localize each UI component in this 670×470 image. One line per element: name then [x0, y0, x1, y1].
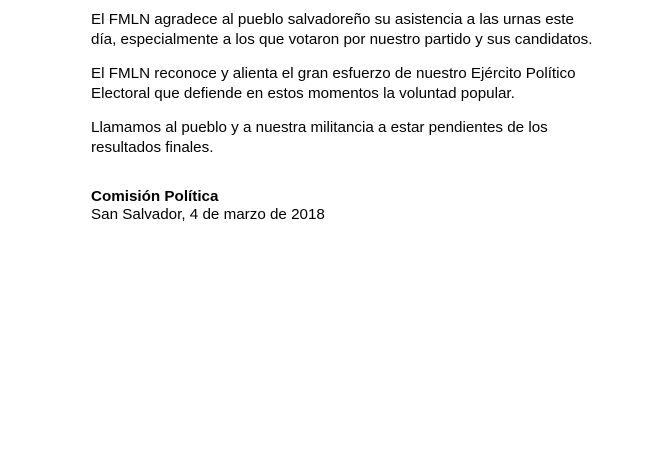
paragraph-line: El FMLN reconoce y alienta el gran esfuerzo de nuestro Ejército Político: [91, 65, 576, 82]
paragraph-call: [91, 118, 651, 158]
signature-place-date: San Salvador, 4 de marzo de 2018: [91, 206, 325, 223]
paragraph-line: Electoral que defiende en estos momentos la voluntad popular.: [91, 85, 515, 102]
paragraph-line: El FMLN agradece al pueblo salvadoreño su asistencia a las urnas este: [91, 11, 574, 28]
paragraph-line: Llamamos al pueblo y a nuestra militancia a estar pendientes de los: [91, 119, 548, 136]
paragraph-thanks: [91, 10, 651, 50]
paragraph-line: resultados finales.: [91, 139, 214, 156]
paragraph-line: día, especialmente a los que votaron por nuestro partido y sus candidatos.: [91, 31, 593, 48]
signature-title: Comisión Política: [91, 188, 219, 205]
paragraph-recognition: [91, 64, 651, 104]
